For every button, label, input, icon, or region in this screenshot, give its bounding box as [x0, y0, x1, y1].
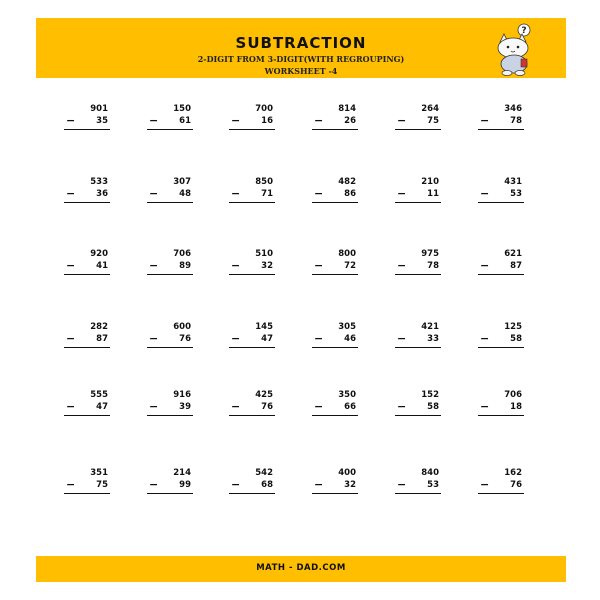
minuend: 901 [90, 104, 108, 114]
minuend: 264 [421, 104, 439, 114]
answer-line [229, 202, 275, 203]
subtrahend: 66 [344, 402, 356, 412]
subtrahend: 76 [179, 334, 191, 344]
minus-sign: − [314, 332, 324, 345]
footer-site-name: MATH - DAD.COM [256, 563, 346, 573]
minus-sign: − [480, 478, 490, 491]
subtrahend: 89 [179, 261, 191, 271]
minus-sign: − [66, 187, 76, 200]
subtraction-problem [62, 104, 112, 134]
answer-line [312, 493, 358, 494]
minus-sign: − [66, 114, 76, 127]
subtrahend: 33 [427, 334, 439, 344]
minuend: 350 [338, 390, 356, 400]
answer-line [147, 493, 193, 494]
minus-sign: − [66, 400, 76, 413]
subtraction-problem [393, 249, 443, 279]
subtrahend: 39 [179, 402, 191, 412]
minus-sign: − [149, 400, 159, 413]
subtraction-problem [310, 177, 360, 207]
minus-sign: − [480, 400, 490, 413]
answer-line [478, 347, 524, 348]
answer-line [312, 415, 358, 416]
subtraction-problem [227, 390, 277, 420]
minuend: 555 [90, 390, 108, 400]
subtraction-problem [145, 322, 195, 352]
subtrahend: 78 [510, 116, 522, 126]
minuend: 214 [173, 468, 191, 478]
minuend: 152 [421, 390, 439, 400]
subtraction-problem [393, 390, 443, 420]
answer-line [395, 415, 441, 416]
answer-line [147, 202, 193, 203]
subtraction-problem [145, 468, 195, 498]
subtraction-problem [145, 104, 195, 134]
subtrahend: 46 [344, 334, 356, 344]
subtraction-problem [62, 322, 112, 352]
answer-line [64, 274, 110, 275]
minuend: 425 [255, 390, 273, 400]
answer-line [395, 493, 441, 494]
minus-sign: − [66, 478, 76, 491]
answer-line [147, 347, 193, 348]
minuend: 421 [421, 322, 439, 332]
minus-sign: − [149, 114, 159, 127]
subtrahend: 87 [510, 261, 522, 271]
answer-line [64, 202, 110, 203]
answer-line [395, 347, 441, 348]
subtrahend: 41 [96, 261, 108, 271]
worksheet-footer [36, 556, 566, 582]
subtraction-problem [145, 390, 195, 420]
answer-line [312, 274, 358, 275]
minuend: 431 [504, 177, 522, 187]
minus-sign: − [397, 259, 407, 272]
answer-line [312, 202, 358, 203]
minus-sign: − [66, 259, 76, 272]
minus-sign: − [149, 478, 159, 491]
answer-line [147, 415, 193, 416]
answer-line [147, 274, 193, 275]
minuend: 916 [173, 390, 191, 400]
minus-sign: − [397, 114, 407, 127]
minuend: 305 [338, 322, 356, 332]
minuend: 145 [255, 322, 273, 332]
subtrahend: 72 [344, 261, 356, 271]
subtraction-problem [476, 468, 526, 498]
minus-sign: − [314, 400, 324, 413]
subtraction-problem [62, 249, 112, 279]
subtrahend: 16 [261, 116, 273, 126]
minus-sign: − [480, 259, 490, 272]
subtraction-problem [393, 468, 443, 498]
answer-line [229, 415, 275, 416]
answer-line [395, 202, 441, 203]
minuend: 975 [421, 249, 439, 259]
minus-sign: − [231, 259, 241, 272]
subtraction-problem [227, 104, 277, 134]
minus-sign: − [314, 259, 324, 272]
answer-line [478, 493, 524, 494]
answer-line [478, 274, 524, 275]
minuend: 700 [255, 104, 273, 114]
answer-line [312, 129, 358, 130]
minuend: 400 [338, 468, 356, 478]
subtraction-problem [145, 249, 195, 279]
subtrahend: 76 [510, 480, 522, 490]
minus-sign: − [314, 187, 324, 200]
subtrahend: 32 [344, 480, 356, 490]
subtraction-problem [145, 177, 195, 207]
subtrahend: 58 [427, 402, 439, 412]
minus-sign: − [480, 332, 490, 345]
subtrahend: 86 [344, 189, 356, 199]
subtraction-problem [310, 468, 360, 498]
subtraction-problem [393, 104, 443, 134]
answer-line [229, 274, 275, 275]
subtrahend: 35 [96, 116, 108, 126]
minuend: 840 [421, 468, 439, 478]
subtrahend: 75 [427, 116, 439, 126]
minuend: 706 [173, 249, 191, 259]
minuend: 600 [173, 322, 191, 332]
minus-sign: − [149, 332, 159, 345]
answer-line [312, 347, 358, 348]
minus-sign: − [314, 114, 324, 127]
minus-sign: − [149, 187, 159, 200]
subtrahend: 61 [179, 116, 191, 126]
minus-sign: − [231, 478, 241, 491]
minus-sign: − [397, 187, 407, 200]
minus-sign: − [66, 332, 76, 345]
minus-sign: − [480, 114, 490, 127]
subtraction-problem [476, 249, 526, 279]
subtrahend: 75 [96, 480, 108, 490]
subtraction-problem [62, 390, 112, 420]
answer-line [229, 493, 275, 494]
minuend: 850 [255, 177, 273, 187]
answer-line [478, 202, 524, 203]
minuend: 814 [338, 104, 356, 114]
subtrahend: 32 [261, 261, 273, 271]
minuend: 307 [173, 177, 191, 187]
subtrahend: 78 [427, 261, 439, 271]
subtrahend: 48 [179, 189, 191, 199]
subtrahend: 36 [96, 189, 108, 199]
minuend: 210 [421, 177, 439, 187]
minus-sign: − [397, 478, 407, 491]
minus-sign: − [231, 187, 241, 200]
subtraction-problem [393, 322, 443, 352]
minuend: 800 [338, 249, 356, 259]
subtraction-problem [476, 104, 526, 134]
subtraction-problem [227, 468, 277, 498]
minus-sign: − [480, 187, 490, 200]
subtrahend: 87 [96, 334, 108, 344]
subtrahend: 53 [427, 480, 439, 490]
subtraction-problem [476, 177, 526, 207]
worksheet-title: SUBTRACTION [235, 34, 367, 52]
minuend: 542 [255, 468, 273, 478]
subtraction-problem [310, 322, 360, 352]
minuend: 621 [504, 249, 522, 259]
subtrahend: 99 [179, 480, 191, 490]
subtraction-problem [227, 322, 277, 352]
mascot-question-mark: ? [521, 26, 527, 36]
minuend: 920 [90, 249, 108, 259]
subtrahend: 47 [261, 334, 273, 344]
minuend: 351 [90, 468, 108, 478]
minuend: 706 [504, 390, 522, 400]
minus-sign: − [231, 114, 241, 127]
subtraction-problem [476, 390, 526, 420]
answer-line [147, 129, 193, 130]
minuend: 346 [504, 104, 522, 114]
subtraction-problem [62, 177, 112, 207]
answer-line [478, 415, 524, 416]
subtraction-problem [227, 177, 277, 207]
subtrahend: 47 [96, 402, 108, 412]
minuend: 482 [338, 177, 356, 187]
subtraction-problem [62, 468, 112, 498]
worksheet-subtitle: 2-DIGIT FROM 3-DIGIT(WITH REGROUPING) [197, 54, 405, 64]
answer-line [64, 493, 110, 494]
minuend: 162 [504, 468, 522, 478]
worksheet-number: WORKSHEET -4 [264, 66, 338, 76]
answer-line [64, 347, 110, 348]
subtraction-problem [227, 249, 277, 279]
minuend: 282 [90, 322, 108, 332]
answer-line [395, 129, 441, 130]
subtrahend: 71 [261, 189, 273, 199]
subtraction-problem [310, 390, 360, 420]
answer-line [229, 347, 275, 348]
subtrahend: 68 [261, 480, 273, 490]
subtrahend: 18 [510, 402, 522, 412]
answer-line [64, 415, 110, 416]
answer-line [64, 129, 110, 130]
subtrahend: 53 [510, 189, 522, 199]
answer-line [395, 274, 441, 275]
subtraction-problem [393, 177, 443, 207]
answer-line [229, 129, 275, 130]
minuend: 510 [255, 249, 273, 259]
subtrahend: 26 [344, 116, 356, 126]
minus-sign: − [231, 400, 241, 413]
subtraction-problem [310, 249, 360, 279]
minuend: 533 [90, 177, 108, 187]
minus-sign: − [149, 259, 159, 272]
subtrahend: 11 [427, 189, 439, 199]
minus-sign: − [397, 400, 407, 413]
minus-sign: − [231, 332, 241, 345]
answer-line [478, 129, 524, 130]
minus-sign: − [314, 478, 324, 491]
subtrahend: 76 [261, 402, 273, 412]
minuend: 150 [173, 104, 191, 114]
minuend: 125 [504, 322, 522, 332]
subtrahend: 58 [510, 334, 522, 344]
subtraction-problem [310, 104, 360, 134]
subtraction-problem [476, 322, 526, 352]
minus-sign: − [397, 332, 407, 345]
